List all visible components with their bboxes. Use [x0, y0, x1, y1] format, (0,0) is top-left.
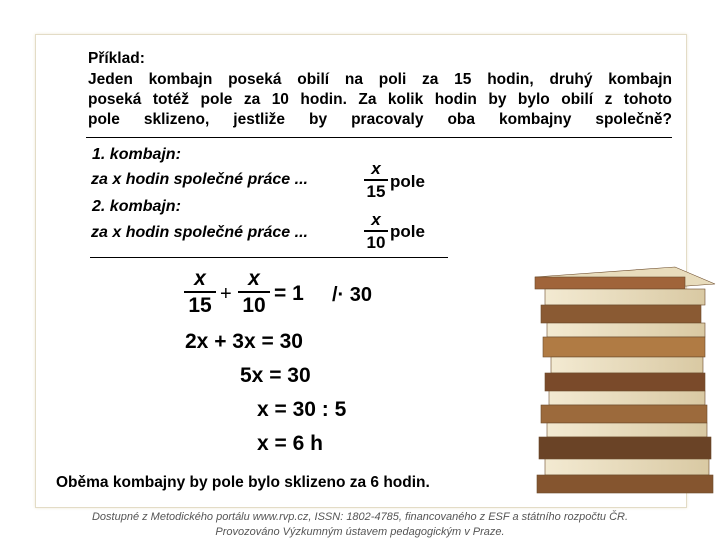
fraction-bar [364, 179, 388, 181]
combine2-label: 2. kombajn: [92, 198, 181, 215]
problem-line: pole sklizeno, jestliže by pracovaly oba kombajny společně? [88, 111, 672, 128]
fraction-denominator: 15 [188, 293, 212, 317]
combine2-text: za x hodin společné práce ... [91, 224, 308, 241]
combine2-unit: pole [390, 222, 425, 241]
equation1-fraction-b [238, 268, 270, 316]
conclusion-text: Oběma kombajny by pole bylo sklizeno za 6 hodin. [56, 474, 430, 491]
combine1-label: 1. kombajn: [92, 146, 181, 163]
equation5: x = 6 h [257, 432, 323, 455]
fraction-bar [364, 230, 388, 232]
equation1-multiplier: /· 30 [332, 284, 373, 306]
combine1-unit: pole [390, 172, 425, 191]
combine1-text: za x hodin společné práce ... [91, 171, 308, 188]
divider-top [86, 137, 672, 138]
fraction-numerator: x [371, 159, 381, 178]
problem-text [88, 70, 672, 130]
fraction-numerator: x [371, 210, 381, 229]
footer-line: Dostupné z Metodického portálu www.rvp.cz, ISSN: 1802-4785, financovaného z ESF a státního rozpočtu ČR. [91, 511, 629, 523]
combine2-fraction [364, 211, 388, 251]
problem-line: poseká totéž pole za 10 hodin. Za kolik hodin by bylo obilí z tohoto [88, 91, 672, 108]
footer-line: Provozováno Výzkumným ústavem pedagogickým v Praze. [215, 526, 505, 538]
example-title: Příklad: [88, 50, 145, 67]
equation1-plus: + [220, 283, 232, 305]
fraction-numerator: x [248, 267, 260, 290]
fraction-denominator: 10 [242, 293, 266, 317]
fraction-numerator: x [194, 267, 206, 290]
fraction-bar [184, 291, 216, 293]
equation1-rhs: = 1 [274, 282, 304, 305]
book-stack-image [525, 262, 720, 497]
equation4: x = 30 : 5 [257, 398, 347, 421]
combine1-fraction [364, 160, 388, 200]
problem-line: Jeden kombajn poseká obilí na poli za 15 hodin, druhý kombajn [88, 71, 672, 88]
fraction-denominator: 15 [366, 181, 386, 201]
equation3: 5x = 30 [240, 364, 311, 387]
equation2: 2x + 3x = 30 [185, 330, 303, 353]
equation1-fraction-a [184, 268, 216, 316]
fraction-bar [238, 291, 270, 293]
divider-middle [90, 257, 448, 258]
fraction-denominator: 10 [366, 232, 386, 252]
footer-credits [60, 510, 660, 540]
